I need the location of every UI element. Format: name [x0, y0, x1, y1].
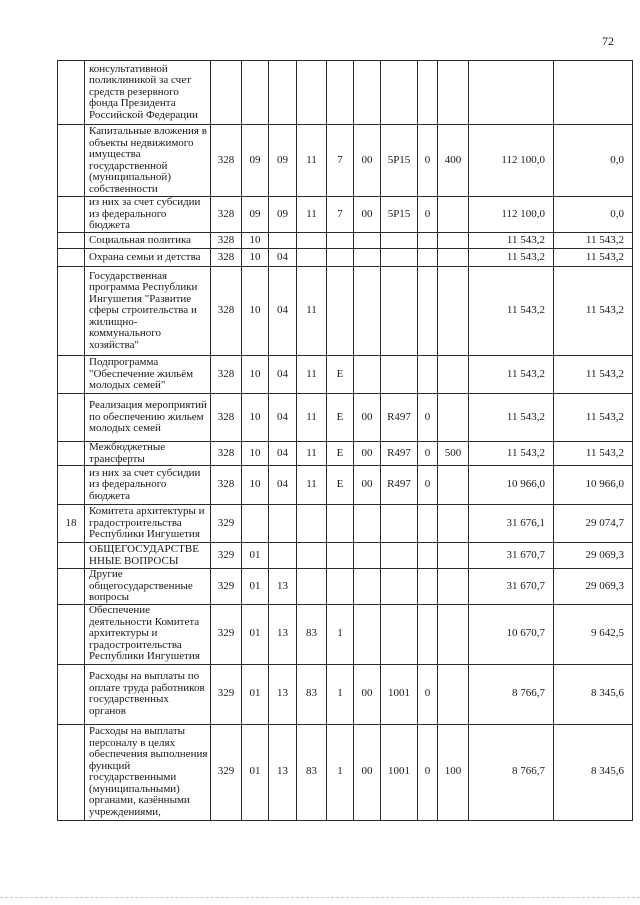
- cell-s1: 10 670,7: [469, 604, 554, 664]
- cell-s2: 0,0: [554, 125, 633, 197]
- cell-napr: [381, 249, 418, 267]
- cell-ved: 329: [211, 724, 242, 820]
- cell-pr: 04: [269, 466, 297, 505]
- cell-napr: R497: [381, 442, 418, 466]
- cell-om: [354, 249, 381, 267]
- cell-rz: 01: [242, 543, 269, 569]
- cell-pr: 04: [269, 442, 297, 466]
- cell-s2: 11 543,2: [554, 442, 633, 466]
- cell-pr: [269, 543, 297, 569]
- cell-vr: [438, 356, 469, 394]
- cell-rz: 10: [242, 233, 269, 249]
- cell-vr: [438, 233, 469, 249]
- cell-name: Охрана семьи и детства: [85, 249, 211, 267]
- cell-sub: [327, 61, 354, 125]
- table-row: [58, 394, 633, 442]
- cell-k: 0: [418, 466, 438, 505]
- scan-edge-line: [0, 897, 640, 899]
- cell-s1: 11 543,2: [469, 267, 554, 356]
- cell-s2: 29 069,3: [554, 569, 633, 605]
- cell-napr: [381, 61, 418, 125]
- cell-ved: 328: [211, 394, 242, 442]
- cell-om: [354, 604, 381, 664]
- cell-rz: 10: [242, 249, 269, 267]
- cell-prog: 11: [297, 125, 327, 197]
- cell-pr: 13: [269, 724, 297, 820]
- cell-k: 0: [418, 664, 438, 724]
- cell-ved: 329: [211, 569, 242, 605]
- table-row: [58, 466, 633, 505]
- cell-name: Комитета архитектуры и градостроительства Республики Ингушетия: [85, 505, 211, 543]
- cell-s2: 11 543,2: [554, 267, 633, 356]
- cell-k: [418, 356, 438, 394]
- cell-pr: 04: [269, 267, 297, 356]
- cell-napr: [381, 233, 418, 249]
- cell-om: [354, 233, 381, 249]
- cell-ved: 328: [211, 267, 242, 356]
- cell-s1: 11 543,2: [469, 356, 554, 394]
- cell-name: Обеспечение деятельности Комитета архитектуры и градостроительства Республики Ингушетия: [85, 604, 211, 664]
- cell-pr: [269, 233, 297, 249]
- cell-s1: 8 766,7: [469, 664, 554, 724]
- cell-s1: 112 100,0: [469, 125, 554, 197]
- cell-vr: [438, 61, 469, 125]
- cell-ved: 329: [211, 604, 242, 664]
- table-row: [58, 356, 633, 394]
- cell-sub: [327, 249, 354, 267]
- cell-sub: 1: [327, 664, 354, 724]
- cell-ved: 328: [211, 466, 242, 505]
- cell-no: [58, 724, 85, 820]
- cell-s2: 10 966,0: [554, 466, 633, 505]
- cell-sub: [327, 543, 354, 569]
- cell-sub: 7: [327, 125, 354, 197]
- cell-prog: 83: [297, 724, 327, 820]
- cell-vr: [438, 505, 469, 543]
- cell-sub: 1: [327, 724, 354, 820]
- table-row: [58, 249, 633, 267]
- cell-napr: [381, 505, 418, 543]
- cell-k: 0: [418, 442, 438, 466]
- cell-no: [58, 233, 85, 249]
- cell-rz: 10: [242, 442, 269, 466]
- cell-sub: [327, 569, 354, 605]
- cell-om: 00: [354, 442, 381, 466]
- cell-s2: 0,0: [554, 197, 633, 233]
- cell-om: [354, 505, 381, 543]
- cell-s1: 11 543,2: [469, 233, 554, 249]
- table-row: [58, 543, 633, 569]
- cell-sub: Е: [327, 394, 354, 442]
- cell-pr: 13: [269, 664, 297, 724]
- cell-no: [58, 125, 85, 197]
- cell-prog: [297, 249, 327, 267]
- cell-s2: 29 074,7: [554, 505, 633, 543]
- cell-napr: [381, 267, 418, 356]
- cell-pr: 04: [269, 394, 297, 442]
- cell-sub: 1: [327, 604, 354, 664]
- cell-rz: [242, 505, 269, 543]
- cell-rz: 10: [242, 356, 269, 394]
- cell-no: [58, 442, 85, 466]
- cell-s1: 11 543,2: [469, 249, 554, 267]
- cell-pr: 13: [269, 569, 297, 605]
- cell-vr: [438, 604, 469, 664]
- cell-ved: 328: [211, 249, 242, 267]
- cell-rz: 09: [242, 197, 269, 233]
- cell-no: [58, 356, 85, 394]
- cell-vr: [438, 249, 469, 267]
- cell-s1: 11 543,2: [469, 394, 554, 442]
- cell-pr: 13: [269, 604, 297, 664]
- cell-ved: 328: [211, 125, 242, 197]
- cell-k: [418, 543, 438, 569]
- cell-rz: 10: [242, 267, 269, 356]
- cell-sub: [327, 267, 354, 356]
- cell-prog: 11: [297, 466, 327, 505]
- cell-k: 0: [418, 394, 438, 442]
- cell-vr: 100: [438, 724, 469, 820]
- cell-name: ОБЩЕГОСУДАРСТВЕ ННЫЕ ВОПРОСЫ: [85, 543, 211, 569]
- cell-prog: [297, 61, 327, 125]
- cell-prog: [297, 505, 327, 543]
- cell-k: [418, 604, 438, 664]
- cell-om: [354, 267, 381, 356]
- cell-s1: [469, 61, 554, 125]
- cell-ved: 329: [211, 543, 242, 569]
- cell-name: Социальная политика: [85, 233, 211, 249]
- cell-pr: 04: [269, 249, 297, 267]
- cell-vr: [438, 664, 469, 724]
- cell-s1: 31 676,1: [469, 505, 554, 543]
- cell-name: консультативной поликлиникой за счет средств резервного фонда Президента Российской Федерации: [85, 61, 211, 125]
- cell-rz: 10: [242, 394, 269, 442]
- cell-rz: 01: [242, 724, 269, 820]
- cell-om: [354, 61, 381, 125]
- cell-k: [418, 249, 438, 267]
- cell-no: [58, 249, 85, 267]
- cell-pr: 04: [269, 356, 297, 394]
- cell-vr: [438, 466, 469, 505]
- table-row: [58, 664, 633, 724]
- cell-s1: 11 543,2: [469, 442, 554, 466]
- cell-no: [58, 267, 85, 356]
- table-row: [58, 442, 633, 466]
- cell-napr: 5Р15: [381, 197, 418, 233]
- cell-no: [58, 604, 85, 664]
- cell-no: [58, 61, 85, 125]
- cell-prog: 11: [297, 267, 327, 356]
- cell-sub: [327, 233, 354, 249]
- cell-k: [418, 569, 438, 605]
- cell-name: Подпрограмма "Обеспечение жильём молодых семей": [85, 356, 211, 394]
- cell-napr: 5Р15: [381, 125, 418, 197]
- cell-napr: 1001: [381, 664, 418, 724]
- cell-s2: 11 543,2: [554, 356, 633, 394]
- cell-s2: 11 543,2: [554, 233, 633, 249]
- cell-napr: 1001: [381, 724, 418, 820]
- cell-k: 0: [418, 197, 438, 233]
- cell-name: Расходы на выплаты по оплате труда работников государственных органов: [85, 664, 211, 724]
- cell-napr: [381, 604, 418, 664]
- cell-pr: 09: [269, 197, 297, 233]
- cell-s2: 9 642,5: [554, 604, 633, 664]
- budget-table-body: [58, 61, 633, 821]
- cell-s2: 29 069,3: [554, 543, 633, 569]
- cell-no: [58, 394, 85, 442]
- table-row: [58, 61, 633, 125]
- cell-s1: 112 100,0: [469, 197, 554, 233]
- table-row: [58, 125, 633, 197]
- cell-ved: 328: [211, 356, 242, 394]
- cell-vr: [438, 543, 469, 569]
- cell-k: [418, 233, 438, 249]
- cell-ved: 328: [211, 233, 242, 249]
- table-row: [58, 197, 633, 233]
- cell-om: 00: [354, 466, 381, 505]
- cell-sub: Е: [327, 466, 354, 505]
- cell-s2: 8 345,6: [554, 664, 633, 724]
- cell-s2: 8 345,6: [554, 724, 633, 820]
- cell-rz: 10: [242, 466, 269, 505]
- table-row: [58, 233, 633, 249]
- cell-prog: 83: [297, 604, 327, 664]
- cell-s2: 11 543,2: [554, 249, 633, 267]
- cell-ved: 329: [211, 505, 242, 543]
- cell-napr: R497: [381, 394, 418, 442]
- cell-no: [58, 543, 85, 569]
- cell-rz: 01: [242, 569, 269, 605]
- cell-s1: 31 670,7: [469, 543, 554, 569]
- cell-prog: 11: [297, 356, 327, 394]
- cell-prog: 11: [297, 197, 327, 233]
- cell-om: 00: [354, 724, 381, 820]
- cell-name: Реализация мероприятий по обеспечению жильем молодых семей: [85, 394, 211, 442]
- cell-s1: 10 966,0: [469, 466, 554, 505]
- cell-name: Капитальные вложения в объекты недвижимого имущества государственной (муниципальной) собственности: [85, 125, 211, 197]
- cell-k: [418, 267, 438, 356]
- cell-name: из них за счет субсидии из федерального бюджета: [85, 197, 211, 233]
- table-row: [58, 604, 633, 664]
- cell-napr: [381, 356, 418, 394]
- cell-sub: Е: [327, 442, 354, 466]
- cell-pr: 09: [269, 125, 297, 197]
- cell-sub: [327, 505, 354, 543]
- cell-vr: [438, 197, 469, 233]
- cell-k: 0: [418, 125, 438, 197]
- cell-no: [58, 197, 85, 233]
- cell-ved: 328: [211, 197, 242, 233]
- cell-k: [418, 505, 438, 543]
- cell-name: Государственная программа Республики Ингушетия "Развитие сферы строительства и жилищно-коммунального хозяйства": [85, 267, 211, 356]
- cell-napr: [381, 543, 418, 569]
- cell-k: 0: [418, 724, 438, 820]
- table-row: [58, 267, 633, 356]
- cell-om: 00: [354, 394, 381, 442]
- table-row: [58, 724, 633, 820]
- cell-prog: [297, 543, 327, 569]
- cell-napr: R497: [381, 466, 418, 505]
- cell-no: [58, 664, 85, 724]
- cell-name: из них за счет субсидии из федерального бюджета: [85, 466, 211, 505]
- cell-om: 00: [354, 125, 381, 197]
- cell-sub: Е: [327, 356, 354, 394]
- cell-rz: 01: [242, 664, 269, 724]
- cell-om: [354, 356, 381, 394]
- cell-vr: 500: [438, 442, 469, 466]
- cell-ved: 328: [211, 442, 242, 466]
- cell-om: 00: [354, 197, 381, 233]
- cell-s1: 8 766,7: [469, 724, 554, 820]
- cell-name: Другие общегосударственные вопросы: [85, 569, 211, 605]
- cell-pr: [269, 61, 297, 125]
- cell-ved: 329: [211, 664, 242, 724]
- cell-name: Межбюджетные трансферты: [85, 442, 211, 466]
- cell-k: [418, 61, 438, 125]
- table-row: [58, 569, 633, 605]
- cell-om: [354, 543, 381, 569]
- cell-vr: 400: [438, 125, 469, 197]
- cell-sub: 7: [327, 197, 354, 233]
- cell-vr: [438, 267, 469, 356]
- cell-prog: 83: [297, 664, 327, 724]
- page-number: 72: [602, 34, 614, 48]
- cell-prog: [297, 569, 327, 605]
- cell-no: [58, 466, 85, 505]
- cell-om: [354, 569, 381, 605]
- cell-s2: 11 543,2: [554, 394, 633, 442]
- cell-rz: 09: [242, 125, 269, 197]
- cell-s2: [554, 61, 633, 125]
- cell-napr: [381, 569, 418, 605]
- cell-rz: 01: [242, 604, 269, 664]
- cell-ved: [211, 61, 242, 125]
- table-row: [58, 505, 633, 543]
- cell-prog: 11: [297, 442, 327, 466]
- cell-prog: [297, 233, 327, 249]
- budget-table: [57, 60, 633, 821]
- cell-no: 18: [58, 505, 85, 543]
- cell-vr: [438, 394, 469, 442]
- cell-pr: [269, 505, 297, 543]
- cell-prog: 11: [297, 394, 327, 442]
- cell-vr: [438, 569, 469, 605]
- cell-s1: 31 670,7: [469, 569, 554, 605]
- cell-name: Расходы на выплаты персоналу в целях обеспечения выполнения функций государственными (муниципальными) органами, казёнными учреждениями,: [85, 724, 211, 820]
- cell-om: 00: [354, 664, 381, 724]
- cell-rz: [242, 61, 269, 125]
- cell-no: [58, 569, 85, 605]
